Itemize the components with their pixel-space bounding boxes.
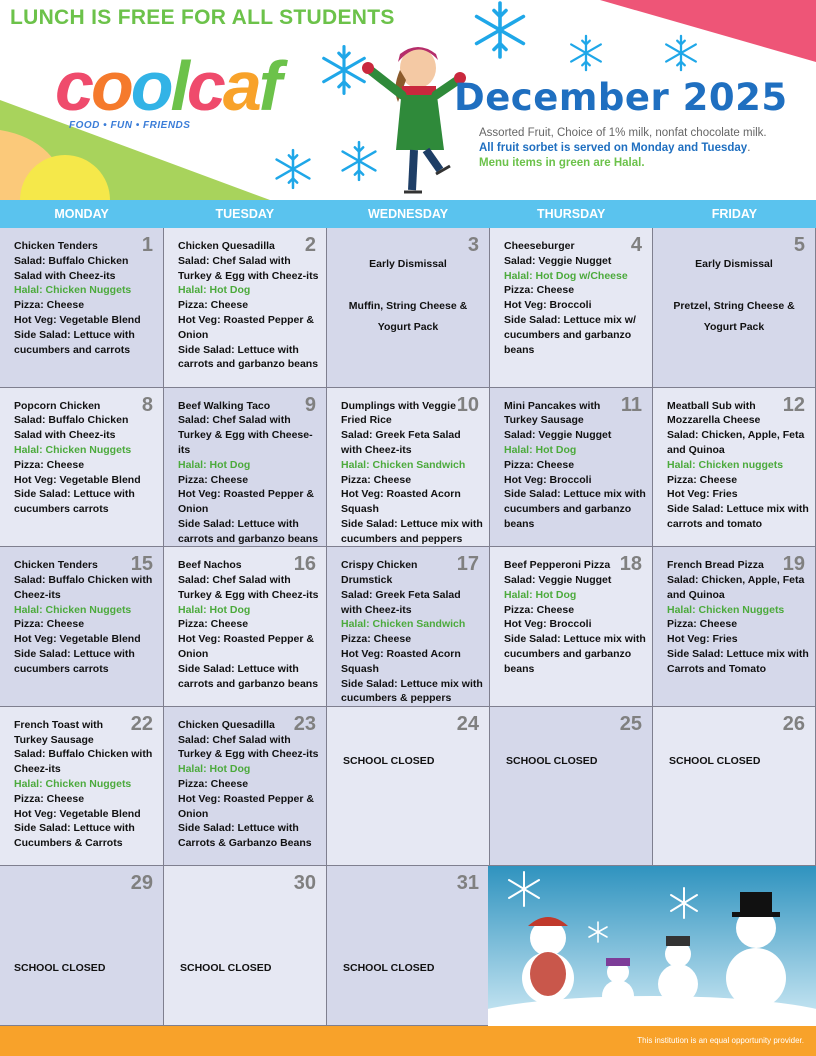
school-closed-label: SCHOOL CLOSED — [506, 754, 598, 767]
footer-disclaimer: This institution is an equal opportunity provider. — [637, 1036, 804, 1045]
sorbet-note-period: . — [747, 142, 751, 154]
menu-item: Hot Veg: Roasted Acorn Squash — [341, 647, 461, 675]
day-number: 4 — [630, 234, 642, 256]
halal-menu-item: Halal: Chicken Nuggets — [14, 443, 132, 456]
menu-items — [504, 239, 646, 357]
menu-item: Pizza: Cheese — [14, 618, 85, 631]
menu-item: Salad: Veggie Nugget — [504, 573, 612, 586]
day-number: 8 — [141, 393, 153, 416]
menu-item: Side Salad: Lettuce mix with cucumbers and garbanzo beans — [504, 488, 646, 530]
menu-items — [178, 239, 320, 372]
menu-item: French Bread Pizza — [667, 559, 764, 572]
halal-menu-item: Halal: Chicken nuggets — [667, 458, 784, 471]
halal-menu-item: Halal: Chicken Nuggets — [14, 603, 132, 616]
halal-menu-item: Halal: Hot Dog — [178, 603, 251, 616]
month-title: December 2025 — [454, 76, 788, 119]
free-lunch-banner: LUNCH IS FREE FOR ALL STUDENTS — [10, 6, 395, 29]
menu-item: Hot Veg: Vegetable Blend — [14, 633, 141, 646]
menu-item: Salad: Greek Feta Salad with Cheez-its — [341, 429, 461, 456]
menu-item: Salad: Chef Salad with Turkey & Egg with Cheese-its — [178, 414, 313, 456]
menu-item: Pizza: Cheese — [178, 299, 249, 312]
corner-decoration — [600, 0, 816, 62]
day-number: 16 — [293, 553, 316, 576]
menu-item: Cheeseburger — [504, 240, 575, 252]
day-number: 22 — [130, 712, 153, 735]
menu-items — [667, 558, 809, 676]
menu-item: Side Salad: Lettuce with cucumbers and carrots — [14, 328, 135, 356]
day-cell — [490, 547, 653, 707]
menu-item: Side Salad: Lettuce with carrots and garbanzo beans — [178, 343, 319, 371]
menu-item: Salad: Buffalo Chicken Salad with Cheez-its — [14, 254, 129, 282]
menu-item: Salad: Buffalo Chicken with Cheez-its — [14, 748, 153, 776]
weekday-monday: MONDAY — [54, 207, 109, 221]
menu-item: Popcorn Chicken — [14, 399, 101, 412]
menu-item: Hot Veg: Fries — [667, 488, 738, 501]
menu-item: Side Salad: Lettuce mix with Carrots and Tomato — [667, 647, 809, 675]
menu-items — [504, 399, 646, 532]
day-cell — [0, 228, 164, 388]
day-number: 24 — [456, 712, 479, 735]
day-cell — [164, 388, 327, 548]
day-cell — [0, 707, 164, 867]
menu-item: Side Salad: Lettuce mix with carrots and tomato — [667, 503, 809, 530]
day-number: 18 — [619, 553, 642, 576]
menu-item: Chicken Tenders — [14, 240, 98, 252]
menu-items — [178, 558, 320, 691]
fruit-milk-note: Assorted Fruit, Choice of 1% milk, nonfat chocolate milk. — [479, 127, 767, 139]
day-cell — [0, 388, 164, 548]
menu-item: Pizza: Cheese — [14, 299, 85, 312]
menu-item: Salad: Greek Feta Salad with Cheez-its — [341, 588, 461, 616]
day-number: 30 — [293, 872, 316, 895]
menu-items — [14, 558, 157, 676]
footer-bar — [0, 1026, 816, 1056]
day-cell — [490, 388, 653, 548]
menu-items — [341, 399, 483, 547]
day-cell — [0, 547, 164, 707]
menu-items — [504, 558, 646, 676]
snowflake-icon — [272, 148, 314, 190]
school-closed-label: SCHOOL CLOSED — [343, 962, 435, 975]
day-cell — [490, 228, 653, 388]
menu-items — [667, 399, 809, 532]
school-closed-label: SCHOOL CLOSED — [180, 962, 272, 975]
menu-item: Hot Veg: Broccoli — [504, 618, 592, 631]
menu-item: Chicken Quesadilla — [178, 240, 275, 252]
day-cell — [164, 228, 327, 388]
day-cell — [653, 388, 816, 548]
sorbet-note — [479, 141, 750, 156]
sorbet-note-text: All fruit sorbet is served on Monday and Tuesday — [479, 142, 748, 154]
special-menu: Pretzel, String Cheese & Yogurt Pack — [673, 300, 795, 333]
logo-tagline: FOOD • FUN • FRIENDS — [69, 120, 191, 131]
menu-item: Hot Veg: Vegetable Blend — [14, 473, 141, 486]
menu-item: Pizza: Cheese — [504, 603, 575, 616]
menu-item: Side Salad: Lettuce mix with cucumbers and peppers — [341, 517, 483, 545]
school-closed-label: SCHOOL CLOSED — [343, 754, 435, 767]
day-number: 26 — [782, 712, 805, 735]
day-number: 9 — [304, 393, 316, 416]
day-number: 23 — [293, 712, 316, 735]
menu-item: Hot Veg: Roasted Pepper & Onion — [178, 313, 314, 341]
snowflake-icon — [318, 44, 370, 96]
day-cell — [653, 707, 816, 867]
halal-menu-item: Halal: Hot Dog — [178, 458, 251, 471]
day-number: 11 — [620, 393, 642, 416]
day-cell — [327, 388, 490, 548]
school-closed-label: SCHOOL CLOSED — [669, 754, 761, 767]
weekday-friday: FRIDAY — [711, 207, 758, 221]
day-number: 2 — [304, 234, 316, 256]
menu-item: Hot Veg: Fries — [667, 633, 738, 646]
halal-menu-item: Halal: Hot Dog — [178, 763, 251, 776]
snowflake-icon — [567, 34, 605, 72]
menu-item: Side Salad: Lettuce mix with cucumbers and garbanzo beans — [504, 633, 646, 675]
menu-item: Salad: Chef Salad with Turkey & Egg with Cheez-its — [178, 573, 319, 601]
menu-item: French Toast with Turkey Sausage — [14, 718, 104, 746]
menu-item: Side Salad: Lettuce with cucumbers carrots — [14, 488, 135, 516]
menu-items — [14, 239, 157, 357]
menu-item: Pizza: Cheese — [341, 473, 412, 486]
menu-items — [14, 718, 157, 851]
day-number: 3 — [467, 234, 479, 256]
menu-item: Hot Veg: Broccoli — [504, 473, 592, 486]
menu-item: Beef Nachos — [178, 559, 242, 572]
menu-item: Pizza: Cheese — [178, 777, 249, 790]
logo-wordmark: coolcaf — [55, 47, 280, 125]
menu-item: Chicken Quesadilla — [178, 718, 275, 731]
halal-menu-item: Halal: Hot Dog — [504, 443, 577, 456]
day-cell — [327, 866, 490, 1026]
menu-item: Meatball Sub with Mozzarella Cheese — [667, 399, 761, 427]
weekday-header — [0, 200, 816, 228]
menu-item: Pizza: Cheese — [178, 618, 249, 631]
day-cell — [327, 707, 490, 867]
menu-item: Side Salad: Lettuce with carrots and garbanzo beans — [178, 517, 319, 545]
menu-item: Pizza: Cheese — [667, 618, 738, 631]
day-number: 25 — [619, 712, 642, 735]
day-cell — [653, 547, 816, 707]
menu-item: Pizza: Cheese — [178, 473, 249, 486]
weekday-wednesday: WEDNESDAY — [367, 207, 449, 221]
cool-caf-logo — [55, 46, 335, 141]
menu-item: Pizza: Cheese — [341, 633, 412, 646]
day-number: 29 — [130, 872, 153, 895]
day-cell — [653, 228, 816, 388]
special-menu: Muffin, String Cheese & Yogurt Pack — [348, 300, 468, 333]
day-number: 17 — [456, 553, 479, 576]
menu-item: Salad: Chef Salad with Turkey & Egg with Cheez-its — [178, 254, 319, 282]
halal-menu-item: Halal: Chicken Sandwich — [341, 458, 466, 471]
menu-items — [341, 558, 483, 706]
menu-item: Hot Veg: Broccoli — [504, 299, 592, 312]
menu-items — [178, 399, 320, 547]
menu-item: Beef Pepperoni Pizza — [504, 559, 611, 572]
day-number: 19 — [782, 553, 805, 576]
day-cell — [164, 866, 327, 1026]
menu-item: Side Salad: Lettuce with Cucumbers & Carrots — [14, 822, 135, 850]
day-number: 15 — [130, 553, 153, 576]
halal-menu-item: Halal: Chicken Sandwich — [341, 618, 466, 631]
menu-item: Hot Veg: Roasted Pepper & Onion — [178, 633, 314, 660]
day-number: 31 — [456, 872, 479, 895]
menu-item: Hot Veg: Roasted Acorn Squash — [341, 488, 461, 516]
halal-note: Menu items in green are Halal. — [479, 157, 645, 169]
menu-item: Hot Veg: Roasted Pepper & Onion — [178, 792, 314, 820]
menu-item: Salad: Veggie Nugget — [504, 429, 612, 442]
halal-menu-item: Halal: Hot Dog — [178, 284, 251, 297]
menu-item: Hot Veg: Vegetable Blend — [14, 807, 141, 820]
menu-item: Salad: Chicken, Apple, Feta and Quinoa — [667, 429, 805, 456]
menu-item: Salad: Buffalo Chicken with Cheez-its — [14, 573, 153, 601]
menu-item: Pizza: Cheese — [504, 284, 575, 297]
menu-item: Hot Veg: Roasted Pepper & Onion — [178, 488, 314, 516]
menu-item: Salad: Chef Salad with Turkey & Egg with Cheez-its — [178, 733, 319, 761]
menu-item: Side Salad: Lettuce mix w/ cucumbers and garbanzo beans — [504, 313, 636, 356]
halal-menu-item: Halal: Chicken Nuggets — [667, 603, 785, 616]
weekday-thursday: THURSDAY — [537, 207, 606, 221]
day-cell — [327, 547, 490, 707]
menu-item: Crispy Chicken Drumstick — [341, 559, 418, 586]
menu-item: Pizza: Cheese — [14, 458, 85, 471]
halal-menu-item: Halal: Chicken Nuggets — [14, 777, 132, 790]
menu-item: Pizza: Cheese — [504, 458, 575, 471]
halal-menu-item: Halal: Hot Dog — [504, 588, 577, 601]
snowflake-icon — [470, 0, 530, 60]
day-cell — [164, 547, 327, 707]
snowman-family-illustration — [488, 866, 816, 1026]
day-number: 5 — [793, 234, 805, 256]
menu-item: Salad: Chicken, Apple, Feta and Quinoa — [667, 573, 805, 601]
menu-item: Dumplings with Veggie Fried Rice — [341, 399, 456, 427]
menu-item: Mini Pancakes with Turkey Sausage — [504, 399, 601, 427]
menu-item: Side Salad: Lettuce with carrots and garbanzo beans — [178, 662, 319, 690]
day-cell — [0, 866, 164, 1026]
menu-item: Chicken Tenders — [14, 559, 98, 572]
menu-item: Beef Walking Taco — [178, 399, 271, 412]
snowflake-icon — [662, 34, 700, 72]
day-cell — [164, 707, 327, 867]
menu-item: Pizza: Cheese — [14, 792, 85, 805]
snowflake-icon — [338, 140, 380, 182]
menu-item: Salad: Veggie Nugget — [504, 254, 612, 267]
menu-item: Hot Veg: Vegetable Blend — [14, 313, 141, 326]
halal-menu-item: Halal: Chicken Nuggets — [14, 284, 132, 297]
menu-item: Side Salad: Lettuce mix with cucumbers & peppers — [341, 677, 483, 705]
day-cell — [490, 707, 653, 867]
menu-item: Side Salad: Lettuce with Carrots & Garbanzo Beans — [178, 822, 312, 850]
early-dismissal-label: Early Dismissal — [369, 258, 447, 270]
school-closed-label: SCHOOL CLOSED — [14, 962, 106, 975]
day-cell — [327, 228, 490, 388]
day-number: 1 — [141, 234, 153, 256]
menu-items — [14, 399, 157, 517]
menu-item: Pizza: Cheese — [667, 473, 738, 486]
early-dismissal-label: Early Dismissal — [695, 258, 773, 270]
menu-item: Side Salad: Lettuce with cucumbers carrots — [14, 647, 135, 675]
weekday-tuesday: TUESDAY — [215, 207, 275, 221]
day-number: 12 — [782, 393, 805, 416]
menu-items — [178, 718, 320, 851]
menu-item: Salad: Buffalo Chicken Salad with Cheez-its — [14, 414, 129, 442]
halal-menu-item: Halal: Hot Dog w/Cheese — [504, 269, 628, 282]
day-number: 10 — [456, 393, 479, 416]
